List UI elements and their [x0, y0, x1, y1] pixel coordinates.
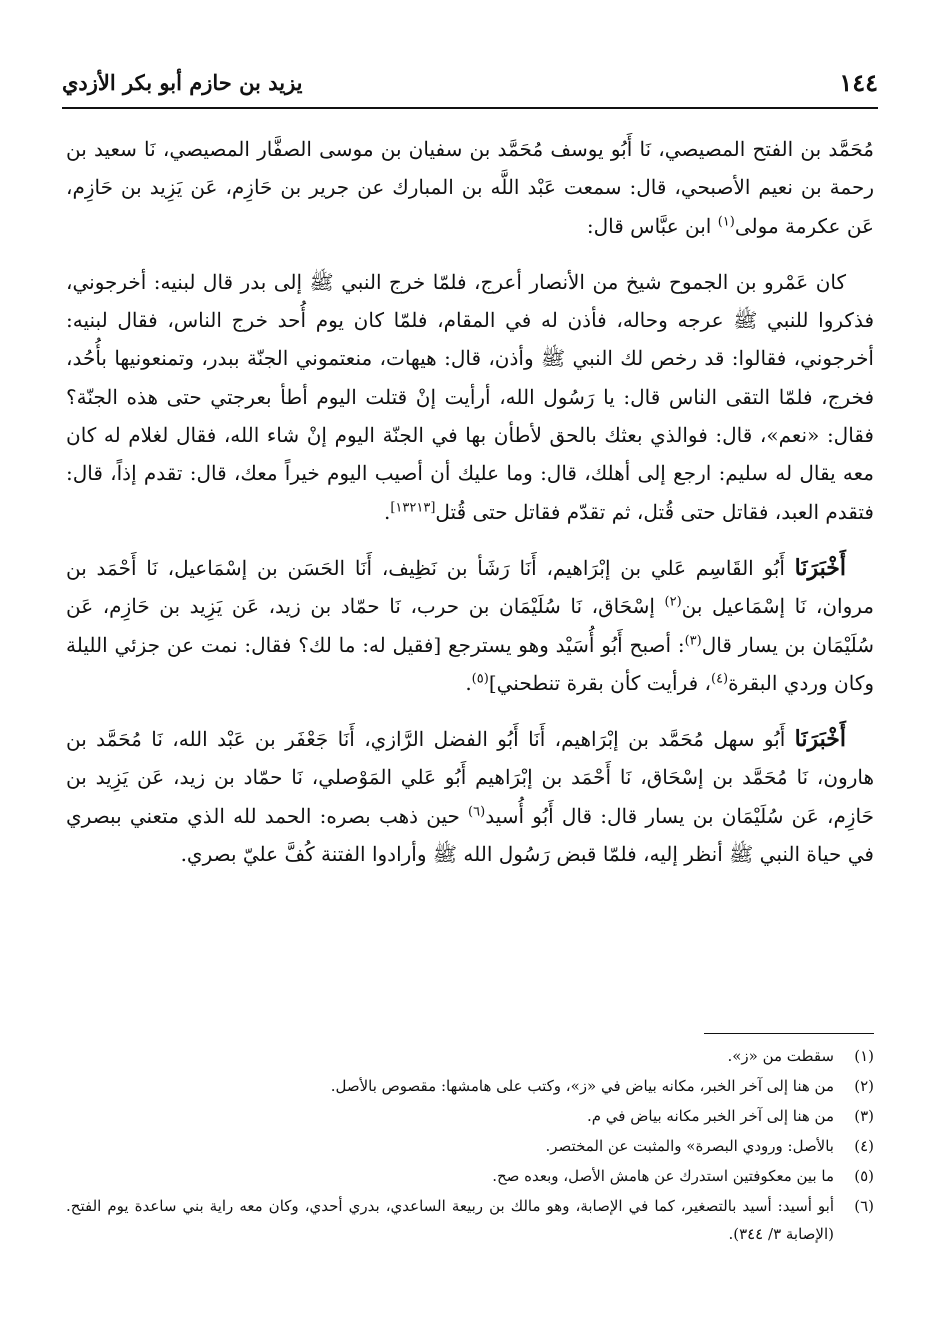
paragraph-3 [66, 549, 874, 702]
footnote-text: من هنا إلى آخر الخبر، مكانه بياض في «ز»، وكتب على هامشها: مقصوص بالأصل. [330, 1077, 834, 1095]
footnote-number: (٢) [854, 1077, 874, 1095]
main-text [66, 130, 874, 891]
footnote-ref: (٥) [471, 671, 489, 687]
header-rule [62, 107, 878, 109]
footnote-item [66, 1162, 874, 1190]
paragraph-text: . [383, 499, 391, 524]
footnote-text: أبو أسيد: أسيد بالتصغير، كما في الإصابة، وهو مالك بن ربيعة الساعدي، بدري أحدي، وكان معه راية بني ساعدة يوم الفتح. (الإصابة ٣/ ٣٤٤). [66, 1197, 834, 1243]
page-number: ١٤٤ [839, 67, 878, 97]
paragraph-2 [66, 263, 874, 531]
page-header [62, 60, 878, 104]
paragraph-4 [66, 720, 874, 873]
footnote-text: ما بين معكوفتين استدرك عن هامش الأصل، وبعده صح. [492, 1167, 834, 1185]
paragraph-text: إسْحَاق، نَا سُلَيْمَان بن حرب، نَا حمّاد بن زيد، عَن يَزِيد بن حَازِم، عَن سُلَيْمَان بن يسار قال [66, 594, 874, 657]
footnote-item [66, 1042, 874, 1070]
footnote-item [66, 1132, 874, 1160]
footnote-number: (٤) [854, 1137, 874, 1155]
footnote-item [66, 1192, 874, 1248]
footnote-item [66, 1072, 874, 1100]
paragraph-1 [66, 130, 874, 245]
hadith-number-ref: [١٣٢١٣] [390, 500, 436, 516]
paragraph-text: : أصبح أَبُو أُسَيْد وهو يسترجع [فقيل له: ما لك؟ فقال: نمت عن جزئي الليلة وكان وردي البقرة [66, 632, 874, 695]
footnote-ref: (٣) [684, 632, 702, 648]
paragraph-text: حين ذهب بصره: الحمد لله الذي متعني ببصري في حياة النبي ﷺ أنظر إليه، فلمّا قبض رَسُول الله ﷺ وأرادوا الفتنة كُفَّ عليّ بصري. [66, 803, 874, 867]
footnote-ref: (٦) [468, 804, 486, 820]
footnote-text: من هنا إلى آخر الخبر مكانه بياض في م. [586, 1107, 834, 1125]
footnote-item [66, 1102, 874, 1130]
paragraph-text: أَبُو القَاسِم عَلي بن إبْرَاهيم، أَنَا رَشَأ بن نَظِيف، أَنَا الحَسَن بن إسْمَاعيل، نَا أَحْمَد بن مروان، نَا إسْمَاعيل بن [66, 555, 875, 619]
footnote-number: (٥) [854, 1167, 874, 1185]
akhbarana-lead: أَخْبَرَنَا [794, 726, 846, 753]
paragraph-text: ابن عبَّاس قال: [586, 213, 718, 238]
paragraph-text: . [465, 670, 472, 695]
paragraph-text: ، فرأيت كأن بقرة تنطحني] [488, 670, 711, 695]
running-title: يزيد بن حازم أبو بكر الأزدي [62, 69, 303, 95]
paragraph-text: أَبُو سهل مُحَمَّد بن إبْرَاهيم، أَنَا أَبُو الفضل الرَّازي، أَنَا جَعْفَر بن عَبْد الله، نَا مُحَمَّد بن هارون، نَا مُحَمَّد بن إسْحَاق، نَا أَحْمَد بن إبْرَاهيم أَبُو عَلي المَوْصلي، نَا حمّاد بن زيد، عَن يَزِيد بن حَازِم، عَن سُلَيْمَان بن يسار قال: قال أَبُو أُسيد [66, 727, 874, 828]
footnotes [66, 1042, 874, 1250]
footnote-separator [704, 1033, 874, 1034]
paragraph-text: كان عَمْرو بن الجموح شيخ من الأنصار أعرج، فلمّا خرج النبي ﷺ إلى بدر قال لبنيه: أخرجوني، فذكروا للنبي ﷺ عرجه وحاله، فأذن له في المقام، فلمّا كان يوم أُحد خرج الناس، فقال لبنيه: أخرجوني، فقالوا: قد رخص لك النبي ﷺ وأذن، قال: هيهات، منعتموني الجنّة ببدر، وتمنعونيها بأُحُد، فخرج، فلمّا التقى الناس قال: يا رَسُول الله، أرأيت إنْ قتلت اليوم أطأ بعرجتي حتى هذه الجنّة؟ فقال: «نعم»، قال: فوالذي بعثك بالحق لأطأن بها في الجنّة اليوم إنْ شاء الله، فقال لغلام له كان معه يقال له سليم: ارجع إلى أهلك، قال: وما عليك أن أصيب اليوم خيراً معك، قال: تقدم إذاً، قال: فتقدم العبد، فقاتل حتى قُتل، ثم تقدّم فقاتل حتى قُتل [66, 269, 874, 524]
footnote-number: (٦) [854, 1197, 874, 1215]
akhbarana-lead: أَخْبَرَنَا [794, 554, 846, 581]
footnote-text: سقطت من «ز». [727, 1047, 834, 1065]
footnote-number: (٣) [854, 1107, 874, 1125]
footnote-text: بالأصل: ورودي البصرة» والمثبت عن المختصر. [545, 1137, 834, 1155]
footnote-ref: (٢) [664, 594, 682, 610]
footnote-ref: (١) [717, 213, 735, 229]
paragraph-text: مُحَمَّد بن الفتح المصيصي، نَا أَبُو يوسف مُحَمَّد بن سفيان بن موسى الصفَّار المصيصي، نَا سعيد بن رحمة بن نعيم الأصبحي، قال: سمعت عَبْد اللَّه بن المبارك عن جرير بن حَازِم، عَن يَزِيد بن حَازِم، عَن عكرمة مولى [66, 137, 874, 238]
footnote-ref: (٤) [710, 671, 729, 687]
footnote-number: (١) [854, 1047, 874, 1065]
